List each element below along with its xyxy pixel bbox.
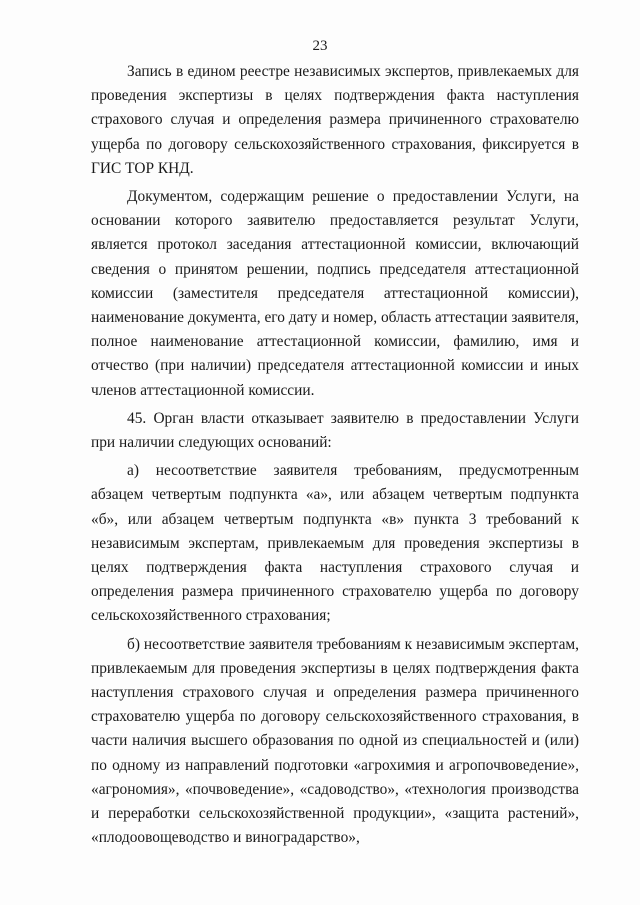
paragraph-ground-a: а) несоответствие заявителя требованиям, предусмотренным абзацем четвертым подпункта «а», или абзацем четвертым подпункта «б», или абзацем четвертым подпункта «в» пункта 3 требований к независимым экспертам, привлекаемым для проведения экспертизы в целях подтверждения факта наступления страхового случая и определения размера причиненного страхователю ущерба по договору сельскохозяйственного страхования;: [91, 462, 579, 625]
paragraph-ground-b: б) несоответствие заявителя требованиям к независимым экспертам, привлекаемым для проведения экспертизы в целях подтверждения факта наступления страхового случая и определения размера причиненного страхователю ущерба по договору сельскохозяйственного страхования, в части наличия высшего образования по одной из специальностей и (или) по одному из направлений подготовки «агрохимия и агропочвоведение», «агрономия», «почвоведение», «садоводство», «технология производства и переработки сельскохозяйственной продукции», «защита растений», «плодоовощеводство и виноградарство»,: [91, 635, 579, 847]
document-body: [91, 60, 579, 851]
paragraph-refusal-grounds: 45. Орган власти отказывает заявителю в предоставлении Услуги при наличии следующих оснований:: [91, 409, 579, 452]
page-number: 23: [312, 38, 328, 54]
paragraph-decision-document: Документом, содержащим решение о предоставлении Услуги, на основании которого заявителю предоставляется результат Услуги, является протокол заседания аттестационной комиссии, включающий сведения о принятом решении, подпись председателя аттестационной комиссии (заместителя председателя аттестационной комиссии), наименование документа, его дату и номер, область аттестации заявителя, полное наименование аттестационной комиссии, фамилию, имя и отчество (при наличии) председателя аттестационной комиссии и иных членов аттестационной комиссии.: [91, 188, 579, 399]
paragraph-registry-record: Запись в едином реестре независимых экспертов, привлекаемых для проведения экспертизы в целях подтверждения факта наступления страхового случая и определения размера причиненного страхователю ущерба по договору сельскохозяйственного страхования, фиксируется в ГИС ТОР КНД.: [91, 63, 579, 177]
